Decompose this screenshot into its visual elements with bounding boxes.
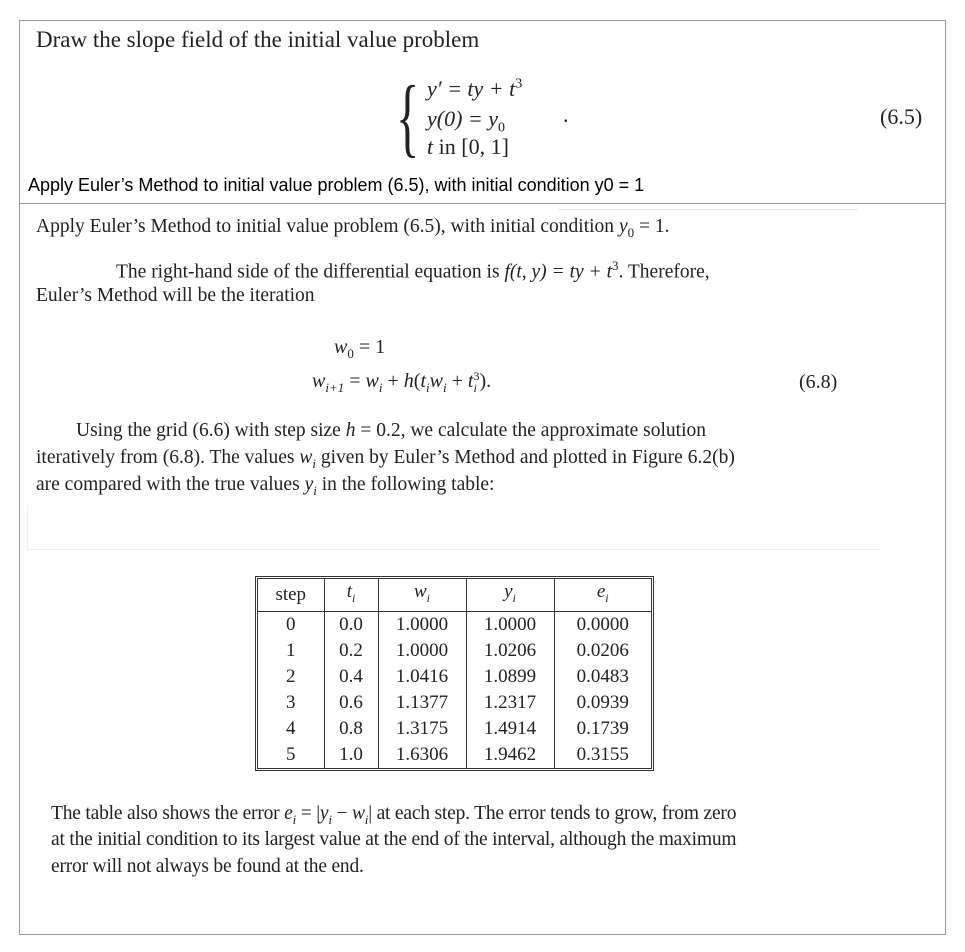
system-period: . (563, 102, 569, 127)
table-row (258, 716, 651, 742)
table-cell: 0.8 (324, 716, 378, 742)
column-header-w: $w_i$ (378, 579, 466, 611)
closing-paragraph-line-1: The table also shows the error $e_i = |y_i - w_i|$ at each step. The error tends to grow, from zero (51, 803, 737, 827)
table-cell: 0 (258, 611, 324, 638)
problem-heading: Draw the slope field of the initial value problem (36, 27, 480, 52)
table-cell: 0.0 (324, 611, 378, 638)
column-header-e: $e_i$ (554, 579, 651, 611)
table-row (258, 742, 651, 768)
table-cell: 1.0206 (466, 638, 554, 664)
iteration-formula: $w_{i+1} = w_i + h(t_iw_i + t$ 3 i ). (312, 369, 492, 396)
closing-paragraph-line-2: at the initial condition to its largest value at the end of the interval, although the maximum (51, 829, 737, 850)
divider-line (558, 209, 858, 210)
equation-number-6-8: (6.8) (799, 371, 838, 393)
table-cell: 1.4914 (466, 716, 554, 742)
table-row (258, 611, 651, 638)
equation-number-6-5: (6.5) (880, 104, 923, 129)
system-interval: t in [0, 1] (427, 134, 509, 159)
excerpt-paragraph-1: Apply Euler’s Method to initial value problem (6.5), with initial condition $y_0 = 1$. (36, 216, 670, 240)
table-cell: 2 (258, 664, 324, 690)
excerpt-paragraph-2-line-2: Euler’s Method will be the iteration (36, 285, 315, 306)
table-header-row (258, 579, 651, 611)
table-row (258, 690, 651, 716)
table-cell: 0.0483 (576, 665, 629, 687)
table-cell: 4 (258, 716, 324, 742)
table-cell: 1.3175 (378, 716, 466, 742)
excerpt-paragraph-3-line-3: are compared with the true values $y_i$ in the following table: (36, 474, 495, 498)
system-brace: { (396, 69, 420, 166)
system-initial-condition: $y(0) = y_0$ (427, 106, 506, 136)
table-cell: 1.2317 (466, 690, 554, 716)
instruction-text: Apply Euler’s Method to initial value problem (6.5), with initial condition y0 = 1 (28, 175, 645, 195)
excerpt-paragraph-3-line-2: iteratively from (6.8). The values $w_i$ given by Euler’s Method and plotted in Figure 6.2(b) (36, 447, 735, 471)
euler-results-table (255, 576, 654, 771)
table-cell: 0.6 (324, 690, 378, 716)
table-cell: 1.6306 (378, 742, 466, 768)
excerpt-paragraph-3-line-1: Using the grid (6.6) with step size h = 0.2, we calculate the approximate solution (76, 420, 706, 441)
table-cell: 0.0000 (576, 613, 629, 635)
table-cell: 0.0206 (576, 639, 629, 661)
table-cell: 5 (258, 742, 324, 768)
excerpt-paragraph-2-line-1: The right-hand side of the differential equation is f(t, y) = ty + $t^3$. Therefore, (116, 258, 710, 283)
column-header-y: $y_i$ (466, 579, 554, 611)
system-equation-line: y′ = ty + $t^3$ (427, 76, 523, 101)
table-cell: 1.0000 (378, 638, 466, 664)
table-cell: 0.4 (324, 664, 378, 690)
column-header-t: $t_i$ (324, 579, 378, 611)
table-cell: 3 (258, 690, 324, 716)
table-cell: 0.0939 (576, 691, 629, 713)
divider-line (27, 505, 28, 551)
table-cell: 1.0000 (378, 611, 466, 638)
table-cell: 1.0 (324, 742, 378, 768)
table-cell: 1.0416 (378, 664, 466, 690)
table-cell: 1.9462 (466, 742, 554, 768)
table-cell: 1.1377 (378, 690, 466, 716)
table-cell: 0.3155 (576, 743, 629, 765)
table-cell: 1.0899 (466, 664, 554, 690)
table-row (258, 664, 651, 690)
table-cell: 1.0000 (466, 611, 554, 638)
table-row (258, 638, 651, 664)
table-cell: 0.2 (324, 638, 378, 664)
divider-line (27, 549, 881, 550)
table-cell: 0.1739 (576, 717, 629, 739)
iteration-initial: $w_0 = 1$ (334, 336, 386, 361)
column-header-step: step (258, 579, 324, 611)
closing-paragraph-line-3: error will not always be found at the end. (51, 856, 364, 877)
table-cell: 1 (258, 638, 324, 664)
